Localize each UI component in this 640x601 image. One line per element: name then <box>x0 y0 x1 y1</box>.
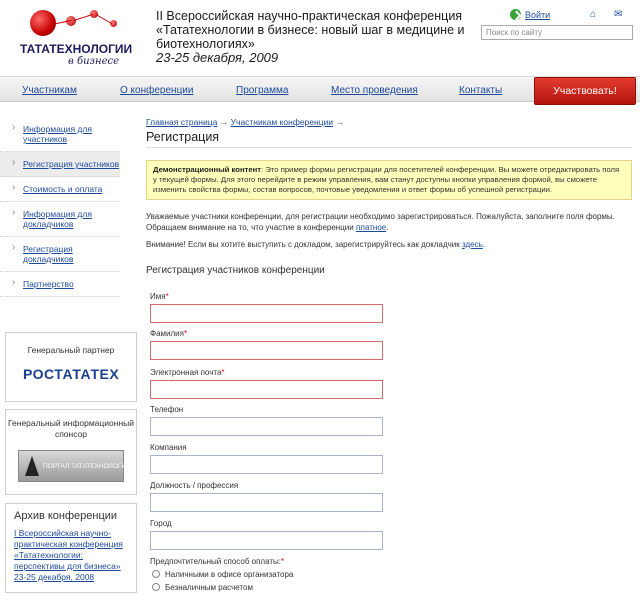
logo-line <box>96 14 112 24</box>
intro-body: Уважаемые участники конференции, для регистрации необходимо зарегистрироваться. Пожалуйста, заполните поля формы. Обращаем внимание на то, что участие в конференции <box>146 212 615 232</box>
field-label-text: Фамилия <box>150 329 184 338</box>
warning-period: . <box>482 240 486 249</box>
field-label-text: Город <box>150 519 172 528</box>
last-name-input[interactable] <box>150 341 383 360</box>
field-label-text: Электронная почта <box>150 368 222 377</box>
sidebar-item-speaker-info[interactable] <box>0 202 120 237</box>
archive-title: Архив конференции <box>14 510 118 522</box>
first-name-input[interactable] <box>150 304 383 323</box>
home-icon[interactable]: ⌂ <box>590 9 597 20</box>
field-label <box>150 368 383 377</box>
demo-notice <box>146 160 632 200</box>
payment-label-text: Предпочтительный способ оплаты: <box>150 557 281 566</box>
position-input[interactable] <box>150 493 383 512</box>
sidebar-item-label: Регистрация участников <box>23 159 120 169</box>
demo-notice-bold: Демонстрационный контент <box>153 165 262 174</box>
phone-field <box>150 405 383 436</box>
sidebar-item-participant-registration[interactable] <box>0 152 120 177</box>
sponsor-logo-text: ПОРТАЛ ТАТАТЕХНОЛОГИИ <box>43 463 131 470</box>
sidebar-item-price[interactable] <box>0 177 120 202</box>
archive-link[interactable]: I Всероссийская научно-практическая конференция «Тататехнологии: перспективы для бизнеса» 23-25 декабря, 2008 <box>14 528 123 582</box>
breadcrumb-arrow: → <box>219 117 231 127</box>
site-logo[interactable] <box>12 6 132 70</box>
header <box>0 0 640 76</box>
breadcrumb <box>146 117 632 127</box>
sidebar-item-label: Информация для докладчиков <box>23 209 92 229</box>
required-mark: * <box>165 292 169 301</box>
radio-label: Наличными в офисе организатора <box>165 570 294 579</box>
breadcrumb-arrow: → <box>335 117 344 127</box>
logo-line <box>74 14 93 21</box>
archive-box <box>5 503 137 593</box>
intro-text <box>146 212 632 233</box>
partner-logo[interactable]: РОСТАТАТЕХ <box>23 366 120 382</box>
field-label-text: Имя <box>150 292 166 301</box>
sponsor-title: Генеральный информационный спонсор <box>8 418 134 439</box>
field-label <box>150 405 383 414</box>
logo-subtitle: в бизнесе <box>68 56 120 67</box>
demo-notice-text: : Это пример формы регистрации для посетителей конференции. Вы можете отредактировать поля у текущей формы. Для этого перейдите в режим управления, вам станут доступны кнопки управления формой, вы сможете изменить свойства формы, состав вопросов, почтовые уведомления и ответ формы об успешной регистрации. <box>153 165 620 194</box>
field-label <box>150 519 383 528</box>
sponsor-logo[interactable] <box>18 450 131 482</box>
position-field <box>150 481 383 512</box>
sidebar-item-participant-info[interactable] <box>0 117 120 152</box>
participate-button[interactable]: Участвовать! <box>534 77 636 105</box>
speaker-registration-link[interactable]: здесь <box>462 240 483 249</box>
field-label <box>150 329 383 338</box>
company-field <box>150 443 383 474</box>
sidebar-item-label: Регистрация докладчиков <box>23 244 74 264</box>
warning-text: Внимание! Если вы хотите выступить с докладом, зарегистрируйтесь как докладчик <box>146 240 462 249</box>
main-content <box>146 117 632 592</box>
nav-item-program[interactable]: Программа <box>236 85 289 96</box>
radio-icon[interactable] <box>152 583 160 591</box>
field-label <box>150 481 383 490</box>
radio-label: Безналичным расчетом <box>165 583 253 592</box>
company-input[interactable] <box>150 455 383 474</box>
sidebar-item-label: Стоимость и оплата <box>23 184 103 194</box>
field-label <box>150 443 383 452</box>
sidebar-item-label: Информация для участников <box>23 124 92 144</box>
mail-icon[interactable]: ✉ <box>614 9 623 20</box>
logo-text: ТАТАТЕХНОЛОГИИ <box>20 42 133 56</box>
sponsor-box <box>5 409 137 495</box>
login-link[interactable] <box>510 9 550 20</box>
last-name-field <box>150 329 383 360</box>
required-mark: * <box>221 368 225 377</box>
login-icon <box>510 9 521 20</box>
search-input[interactable]: Поиск по сайту <box>481 25 633 40</box>
breadcrumb-section[interactable]: Участникам конференции <box>230 117 334 127</box>
page-title: Регистрация <box>146 130 632 148</box>
portal-logo-icon <box>25 456 39 476</box>
radio-icon[interactable] <box>152 570 160 578</box>
paid-link[interactable]: платное <box>355 222 387 232</box>
required-mark: * <box>280 557 285 566</box>
field-label <box>150 292 383 301</box>
payment-transfer-option[interactable] <box>152 583 253 592</box>
conference-date: 23-25 декабря, 2009 <box>156 50 279 65</box>
email-field <box>150 368 383 399</box>
phone-input[interactable] <box>150 417 383 436</box>
nav-item-venue[interactable]: Место проведения <box>331 85 418 96</box>
login-label: Войти <box>525 10 551 20</box>
nav-item-participants[interactable]: Участникам <box>22 85 77 96</box>
conference-name: II Всероссийская научно-практическая конференция «Тататехнологии в бизнесе: новый шаг в медицине и биотехнологиях» <box>156 9 465 51</box>
email-input[interactable] <box>150 380 383 399</box>
speaker-warning <box>146 240 632 249</box>
first-name-field <box>150 292 383 323</box>
form-title: Регистрация участников конференции <box>146 265 325 276</box>
breadcrumb-home[interactable]: Главная страница <box>146 117 218 127</box>
sidebar <box>0 117 130 297</box>
payment-label <box>150 557 284 566</box>
sidebar-item-speaker-registration[interactable] <box>0 237 120 272</box>
city-input[interactable] <box>150 531 383 550</box>
payment-cash-option[interactable] <box>152 570 293 579</box>
partner-title: Генеральный партнер <box>27 345 115 355</box>
field-label-text: Должность / профессия <box>150 481 239 490</box>
conference-title <box>156 9 476 65</box>
sidebar-item-label: Партнерство <box>23 279 74 289</box>
nav-item-contacts[interactable]: Контакты <box>459 85 503 96</box>
city-field <box>150 519 383 550</box>
field-label-text: Телефон <box>150 405 184 414</box>
sidebar-item-partnership[interactable] <box>0 272 120 297</box>
nav-item-about[interactable]: О конференции <box>120 85 194 96</box>
field-label-text: Компания <box>150 443 187 452</box>
main-nav <box>0 76 640 102</box>
partner-box <box>5 332 137 402</box>
intro-period: . <box>386 222 389 232</box>
required-mark: * <box>183 329 188 338</box>
